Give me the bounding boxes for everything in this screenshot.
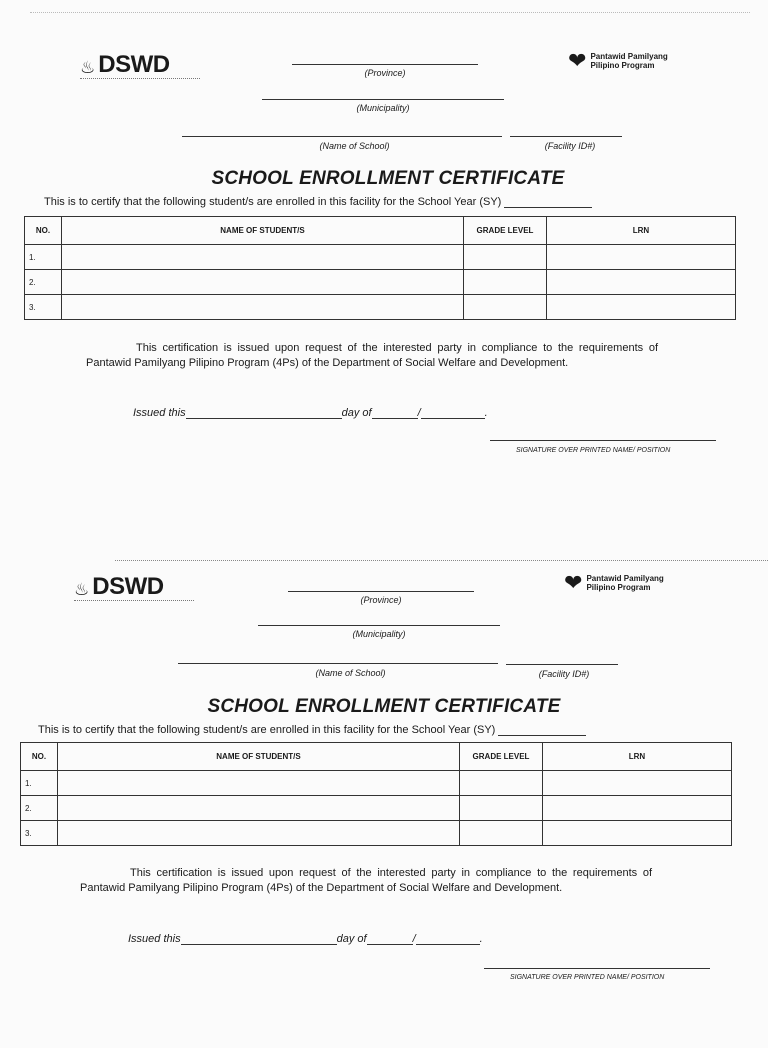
dswd-logo-text: DSWD xyxy=(92,573,164,600)
grade-cell[interactable] xyxy=(464,270,547,295)
signature-caption: SIGNATURE OVER PRINTED NAME/ POSITION xyxy=(510,974,665,981)
lrn-cell[interactable] xyxy=(547,270,736,295)
municipality-line[interactable] xyxy=(262,99,504,100)
school-year-field[interactable] xyxy=(504,195,592,208)
dswd-emblem-icon: ♨ xyxy=(80,58,96,77)
table-header-row xyxy=(25,217,736,245)
issued-prefix: Issued this xyxy=(133,407,186,419)
table-header-row xyxy=(21,743,732,771)
certificate-title: SCHOOL ENROLLMENT CERTIFICATE xyxy=(207,696,561,717)
issued-mid: day of xyxy=(341,407,372,419)
issued-mid: day of xyxy=(336,933,367,945)
name-cell[interactable] xyxy=(62,295,464,320)
col-lrn: LRN xyxy=(543,743,732,771)
row-number: 2. xyxy=(21,796,58,821)
col-grade: GRADE LEVEL xyxy=(460,743,543,771)
lrn-cell[interactable] xyxy=(543,821,732,846)
lrn-cell[interactable] xyxy=(543,796,732,821)
pantawid-logo xyxy=(568,50,686,72)
grade-cell[interactable] xyxy=(460,771,543,796)
school-name-caption: (Name of School) xyxy=(319,141,390,151)
intro-text: This is to certify that the following student/s are enrolled in this facility for the School Year (SY) xyxy=(44,196,502,208)
signature-line[interactable] xyxy=(484,968,710,969)
certificate-title: SCHOOL ENROLLMENT CERTIFICATE xyxy=(211,168,565,189)
pantawid-logo xyxy=(564,572,682,594)
school-year-field[interactable] xyxy=(498,723,586,736)
intro-text: This is to certify that the following student/s are enrolled in this facility for the School Year (SY) xyxy=(38,724,496,736)
municipality-line[interactable] xyxy=(258,625,500,626)
facility-id-caption: (Facility ID#) xyxy=(544,141,596,151)
certificate-body: This certification is issued upon request of the interested party in compliance to the requirements of Pantawid Pamilyang Pilipino Program (4Ps) of the Department of Social Welfare and Development. xyxy=(80,867,652,894)
grade-cell[interactable] xyxy=(464,245,547,270)
municipality-caption: (Municipality) xyxy=(352,629,406,639)
pantawid-logo-text: Pantawid Pamilyang Pilipino Program xyxy=(590,52,668,70)
row-number: 1. xyxy=(21,771,58,796)
name-cell[interactable] xyxy=(62,270,464,295)
issued-year-field[interactable] xyxy=(416,932,480,945)
facility-id-line[interactable] xyxy=(506,664,618,665)
col-lrn: LRN xyxy=(547,217,736,245)
col-grade: GRADE LEVEL xyxy=(464,217,547,245)
province-caption: (Province) xyxy=(364,68,406,78)
facility-id-line[interactable] xyxy=(510,136,622,137)
name-cell[interactable] xyxy=(62,245,464,270)
grade-cell[interactable] xyxy=(460,796,543,821)
certificate-body: This certification is issued upon request of the interested party in compliance to the requirements of Pantawid Pamilyang Pilipino Program (4Ps) of the Department of Social Welfare and Development. xyxy=(86,342,658,369)
school-name-line[interactable] xyxy=(182,136,502,137)
dswd-tagline xyxy=(74,600,194,603)
province-caption: (Province) xyxy=(360,595,402,605)
signature-line[interactable] xyxy=(490,440,716,441)
dswd-logo xyxy=(74,573,164,600)
certificate-intro xyxy=(44,195,592,208)
signature-caption: SIGNATURE OVER PRINTED NAME/ POSITION xyxy=(516,447,671,454)
students-table xyxy=(20,742,732,846)
heart-family-icon: ❤ xyxy=(564,570,583,595)
dswd-logo xyxy=(80,51,170,78)
row-number: 2. xyxy=(25,270,62,295)
school-name-caption: (Name of School) xyxy=(315,668,386,678)
dswd-logo-text: DSWD xyxy=(98,51,170,78)
dswd-emblem-icon: ♨ xyxy=(74,580,90,599)
col-no: NO. xyxy=(25,217,62,245)
certificate-intro xyxy=(38,723,586,736)
table-row xyxy=(25,245,736,270)
grade-cell[interactable] xyxy=(460,821,543,846)
municipality-caption: (Municipality) xyxy=(356,103,410,113)
name-cell[interactable] xyxy=(58,796,460,821)
certificate-form-1 xyxy=(0,0,768,520)
lrn-cell[interactable] xyxy=(547,295,736,320)
province-line[interactable] xyxy=(292,64,478,65)
row-number: 3. xyxy=(25,295,62,320)
col-name: NAME OF STUDENT/S xyxy=(62,217,464,245)
dswd-tagline xyxy=(80,78,200,81)
col-no: NO. xyxy=(21,743,58,771)
issued-prefix: Issued this xyxy=(128,933,181,945)
lrn-cell[interactable] xyxy=(543,771,732,796)
table-row xyxy=(21,771,732,796)
issued-month-field[interactable] xyxy=(372,406,418,419)
grade-cell[interactable] xyxy=(464,295,547,320)
row-number: 3. xyxy=(21,821,58,846)
pantawid-logo-text: Pantawid Pamilyang Pilipino Program xyxy=(586,574,664,592)
lrn-cell[interactable] xyxy=(547,245,736,270)
school-name-line[interactable] xyxy=(178,663,498,664)
table-row xyxy=(21,796,732,821)
issued-month-field[interactable] xyxy=(367,932,413,945)
col-name: NAME OF STUDENT/S xyxy=(58,743,460,771)
province-line[interactable] xyxy=(288,591,474,592)
name-cell[interactable] xyxy=(58,821,460,846)
certificate-form-2 xyxy=(0,528,768,1048)
facility-id-caption: (Facility ID#) xyxy=(538,669,590,679)
name-cell[interactable] xyxy=(58,771,460,796)
table-row xyxy=(25,270,736,295)
students-table xyxy=(24,216,736,320)
table-row xyxy=(25,295,736,320)
issued-day-field[interactable] xyxy=(186,406,342,419)
row-number: 1. xyxy=(25,245,62,270)
issued-day-field[interactable] xyxy=(181,932,337,945)
issued-line: Issued this day of / . xyxy=(128,933,483,945)
heart-family-icon: ❤ xyxy=(568,48,587,73)
table-row xyxy=(21,821,732,846)
issued-line: Issued this day of / . xyxy=(133,407,488,419)
issued-year-field[interactable] xyxy=(421,406,485,419)
